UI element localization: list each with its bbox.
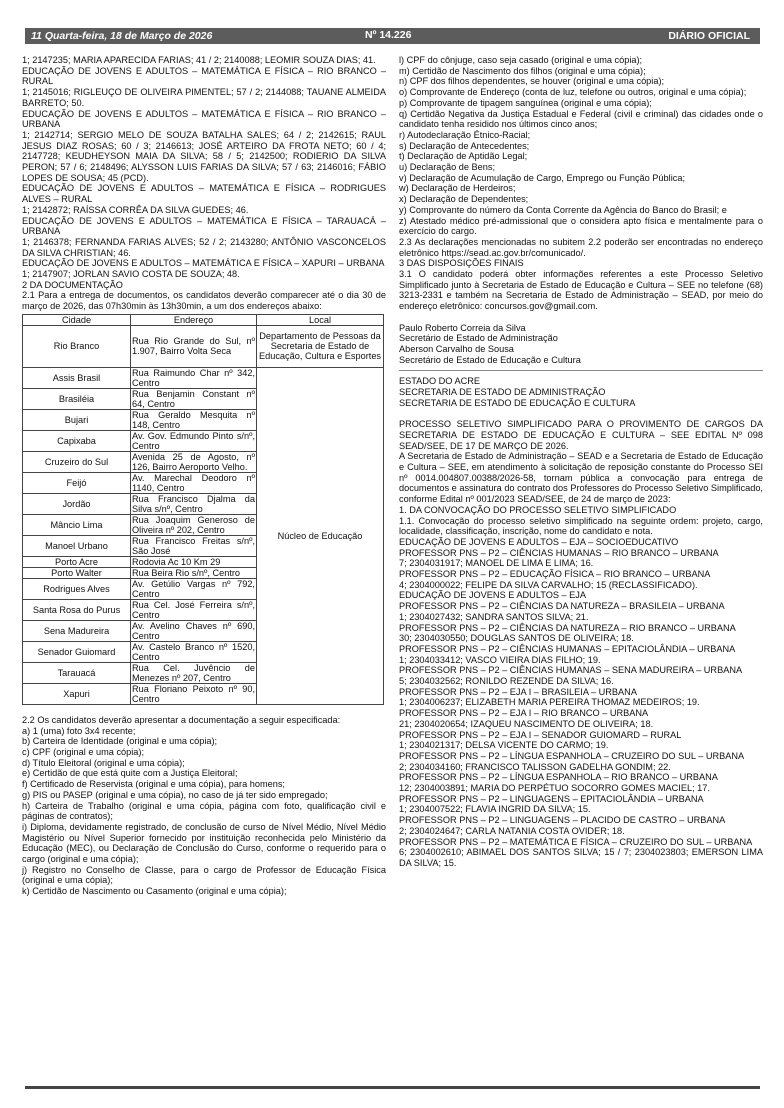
address-cell: Av. Castelo Branco nº 1520, Centro <box>132 641 255 662</box>
address-cell: Rua Beira Rio s/nº, Centro <box>131 567 257 578</box>
paragraph: PROFESSOR PNS – P2 – EJA I – BRASILEIA – URBANA <box>399 686 637 697</box>
paragraph: q) Certidão Negativa da Justiça Estadual e Federal (civil e criminal) das cidades onde o candidato tenha residido nos últimos cinco anos; <box>399 108 763 130</box>
paragraph: r) Autodeclaração Étnico-Racial; <box>399 129 531 140</box>
act-body <box>399 451 763 868</box>
left-column <box>22 55 386 897</box>
paragraph: e) Certidão de que está quite com a Justiça Eleitoral; <box>22 768 238 779</box>
paragraph: u) Declaração de Bens; <box>399 162 496 173</box>
paragraph: 1; 2304027432; SANDRA SANTOS SILVA; 21. <box>399 611 589 622</box>
paragraph: a) 1 (uma) foto 3x4 recente; <box>22 725 136 736</box>
heading-line: SECRETARIA DE ESTADO DE EDUCAÇÃO E CULTURA <box>399 397 636 408</box>
city-cell: Mâncio Lima <box>23 514 131 535</box>
paragraph: x) Declaração de Dependentes; <box>399 194 529 205</box>
city-cell: Porto Walter <box>23 567 131 578</box>
paragraph: 1; 2145016; RIGLEUÇO DE OLIVEIRA PIMENTEL; 57 / 2; 2144088; TAUANE ALMEIDA BARRETO; 50. <box>22 87 386 108</box>
paragraph: PROFESSOR PNS – P2 – CIÊNCIAS HUMANAS – SENA MADUREIRA – URBANA <box>399 665 743 676</box>
paragraph: PROFESSOR PNS – P2 – EJA I – RIO BRANCO – URBANA <box>399 708 649 719</box>
paragraph: 2.3 As declarações mencionadas no subitem 2.2 poderão ser encontradas no endereço eletrônico https://sead.ac.gov.br/comunicado/. <box>399 236 763 258</box>
paragraph: EDUCAÇÃO DE JOVENS E ADULTOS – MATEMÁTICA E FÍSICA – RODRIGUES ALVES – RURAL <box>22 183 386 205</box>
paragraph: PROFESSOR PNS – P2 – LINGUAGENS – PLACIDO DE CASTRO – URBANA <box>399 815 726 826</box>
paragraph: 2 DA DOCUMENTAÇÃO <box>22 279 123 290</box>
paragraph: PROFESSOR PNS – P2 – EJA I – SENADOR GUIOMARD – RURAL <box>399 729 682 740</box>
paragraph: PROFESSOR PNS – P2 – MATEMÁTICA E FÍSICA – CRUZEIRO DO SUL – URBANA <box>399 836 753 847</box>
paragraph: 1; 2146378; FERNANDA FARIAS ALVES; 52 / 2; 2143280; ANTÔNIO VASCONCELOS DA SILVA CHRISTIAN; 46. <box>22 236 386 258</box>
address-cell: Rua Geraldo Mesquita nº 148, Centro <box>132 409 255 430</box>
paragraph: k) Certidão de Nascimento ou Casamento (original e uma cópia); <box>22 886 287 897</box>
paragraph: 1; 2304021317; DELSA VICENTE DO CARMO; 19. <box>399 740 609 751</box>
paragraph: 4; 2304000022; FELIPE DA SILVA CARVALHO; 15 (RECLASSIFICADO). <box>399 579 698 590</box>
document-locations-table <box>22 314 384 705</box>
paragraph: 1. DA CONVOCAÇÃO DO PROCESSO SELETIVO SIMPLIFICADO <box>399 504 677 515</box>
act-heading <box>399 376 763 408</box>
paragraph: PROFESSOR PNS – P2 – CIÊNCIAS HUMANAS – RIO BRANCO – URBANA <box>399 547 719 558</box>
paragraph: h) Carteira de Trabalho (original e uma cópia, página com foto, qualificação civil e páginas de contratos); <box>22 800 386 822</box>
paragraph: EDUCAÇÃO DE JOVENS E ADULTOS – MATEMÁTICA E FÍSICA – RIO BRANCO – URBANA <box>22 108 386 130</box>
city-cell: Xapuri <box>23 683 131 704</box>
section-divider <box>399 370 763 371</box>
paragraph: w) Declaração de Herdeiros; <box>399 183 516 194</box>
bottom-rule <box>25 1086 760 1089</box>
address-cell: Rua Rio Grande do Sul, nº 1.907, Bairro Volta Seca <box>131 325 257 367</box>
paragraph: 3 DAS DISPOSIÇÕES FINAIS <box>399 258 524 269</box>
paragraph: EDUCAÇÃO DE JOVENS E ADULTOS – MATEMÁTICA E FÍSICA – TARAUACÁ – URBANA <box>22 215 386 237</box>
paragraph: 1; 2304006237; ELIZABETH MARIA PEREIRA THOMAZ MEDEIROS; 19. <box>399 697 700 708</box>
paragraph: 1; 2142872; RAÍSSA CORRÊA DA SILVA GUEDES; 46. <box>22 204 249 215</box>
act-title: PROCESSO SELETIVO SIMPLIFICADO PARA O PROVIMENTO DE CARGOS DA SECRETARIA DE ESTADO DE EDUCAÇÃO E CULTURA – SEE EDITAL Nº 098 SEAD/SEE, DE 17 DE MARÇO DE 2026. <box>399 419 763 451</box>
address-cell: Rua Cel. José Ferreira s/nº, Centro <box>132 599 255 620</box>
table-header-row <box>23 314 384 325</box>
paragraph: 21; 2304020654; IZAQUEU NASCIMENTO DE OLIVEIRA; 18. <box>399 718 654 729</box>
heading-line: ESTADO DO ACRE <box>399 376 480 387</box>
city-cell: Rio Branco <box>23 325 131 367</box>
address-cell: Rua Raimundo Char nº 342, Centro <box>132 367 255 388</box>
city-cell: Sena Madureira <box>23 620 131 641</box>
paragraph: PROFESSOR PNS – P2 – LÍNGUA ESPANHOLA – RIO BRANCO – URBANA <box>399 772 718 783</box>
city-cell: Tarauacá <box>23 662 131 683</box>
paragraph: 2; 2304034160; FRANCISCO TALISSON GADELHA GONDIM; 22. <box>399 761 671 772</box>
table-row <box>23 325 384 367</box>
paragraph: c) CPF (original e uma cópia); <box>22 746 145 757</box>
city-cell: Bujari <box>23 409 131 430</box>
paragraph: z) Atestado médico pré-admissional que o considera apto física e mentalmente para o exercício do cargo. <box>399 215 763 237</box>
paragraph: s) Declaração de Antecedentes; <box>399 140 530 151</box>
paragraph: b) Carteira de Identidade (original e uma cópia); <box>22 736 218 747</box>
address-cell: Rua Francisco Freitas s/nº, São José <box>132 535 255 556</box>
signature-line: Paulo Roberto Correia da Silva <box>399 322 526 333</box>
city-cell: Senador Guiomard <box>23 641 131 662</box>
header-local: Local <box>257 314 384 325</box>
paragraph: PROFESSOR PNS – P2 – CIÊNCIAS DA NATUREZA – BRASILEIA – URBANA <box>399 601 725 612</box>
edition-number: Nº 14.226 <box>365 29 412 41</box>
right-column <box>399 55 763 869</box>
paragraph: EDUCAÇÃO DE JOVENS E ADULTOS – MATEMÁTICA E FÍSICA – RIO BRANCO – RURAL <box>22 65 386 87</box>
paragraph: t) Declaração de Aptidão Legal; <box>399 151 528 162</box>
paragraph: j) Registro no Conselho de Classe, para o cargo de Professor de Educação Física (original e uma cópia); <box>22 864 386 886</box>
local-cell: Núcleo de Educação <box>257 367 384 704</box>
paragraph: 1; 2147907; JORLAN SAVIO COSTA DE SOUZA; 48. <box>22 269 240 280</box>
heading-line: SECRETARIA DE ESTADO DE ADMINISTRAÇÃO <box>399 387 606 398</box>
city-cell: Santa Rosa do Purus <box>23 599 131 620</box>
address-cell: Av. Gov. Edmundo Pinto s/nº, Centro <box>132 430 255 451</box>
paragraph: PROFESSOR PNS – P2 – LINGUAGENS – EPITACIOLÂNDIA – URBANA <box>399 793 704 804</box>
local-cell: Departamento de Pessoas da Secretaria de Estado de Educação, Cultura e Esportes <box>257 325 384 367</box>
address-cell: Av. Getúlio Vargas nº 792, Centro <box>132 578 255 599</box>
address-cell: Rodovia Ac 10 Km 29 <box>131 556 257 567</box>
address-cell: Rua Cel. Juvêncio de Menezes nº 207, Centro <box>132 662 255 683</box>
paragraph: PROFESSOR PNS – P2 – CIÊNCIAS DA NATUREZA – RIO BRANCO – URBANA <box>399 622 736 633</box>
header-address: Endereço <box>131 314 257 325</box>
paragraph: PROFESSOR PNS – P2 – EDUCAÇÃO FÍSICA – RIO BRANCO – URBANA <box>399 569 711 580</box>
paragraph: PROFESSOR PNS – P2 – LÍNGUA ESPANHOLA – CRUZEIRO DO SUL – URBANA <box>399 750 745 761</box>
paragraph: 2.2 Os candidatos deverão apresentar a documentação a seguir especificada: <box>22 714 341 725</box>
newspaper-brand: DIÁRIO OFICIAL <box>668 30 750 42</box>
page-header <box>25 28 760 44</box>
paragraph: m) Certidão de Nascimento dos filhos (original e uma cópia); <box>399 65 646 76</box>
paragraph: 2.1 Para a entrega de documentos, os candidatos deverão comparecer até o dia 30 de março de 2026, das 07h30min às 13h30min, a um dos endereços abaixo: <box>22 290 386 312</box>
left-top-text <box>22 55 386 312</box>
paragraph: 1; 2142714; SERGIO MELO DE SOUZA BATALHA SALES; 64 / 2; 2142615; RAUL JESUS DIAZ ROSAS; 60 / 3; 2146613; JOSÉ ARTEIRO DA FROTA NETO; 60 / 4; 2147728; KEUDHEYSON MAIA DA SILVA; 58 / 5; 2142500; RODIERIO DA SILVA PERON; 57 / 6; 2148496; ALYSSON LUIS FARIAS DA SILVA; 57 / 63; 2146016; FÁBIO LOPES DE SOUSA; 45 (PCD). <box>22 129 386 183</box>
paragraph: l) CPF do cônjuge, caso seja casado (original e uma cópia); <box>399 55 643 65</box>
paragraph: 12; 2304003891; MARIA DO PERPÉTUO SOCORRO GOMES MACIEL; 17. <box>399 783 710 794</box>
city-cell: Rodrigues Alves <box>23 578 131 599</box>
paragraph: 7; 2304031917; MANOEL DE LIMA E LIMA; 16. <box>399 558 594 569</box>
paragraph: EDUCAÇÃO DE JOVENS E ADULTOS – EJA – SOCIOEDUCATIVO <box>399 536 679 547</box>
paragraph: PROFESSOR PNS – P2 – CIÊNCIAS HUMANAS – EPITACIOLÂNDIA – URBANA <box>399 643 736 654</box>
city-cell: Porto Acre <box>23 556 131 567</box>
city-cell: Feijó <box>23 472 131 493</box>
city-cell: Jordão <box>23 493 131 514</box>
signature-line: Secretário de Estado de Administração <box>399 333 558 344</box>
paragraph: 1; 2304033412; VASCO VIEIRA DIAS FILHO; 19. <box>399 654 601 665</box>
paragraph: d) Título Eleitoral (original e uma cópia); <box>22 757 185 768</box>
city-cell: Manoel Urbano <box>23 535 131 556</box>
paragraph: 3.1 O candidato poderá obter informações referentes a este Processo Seletivo Simplificado junto à Secretaria de Estado de Educação e Cultura – SEE no telefone (68) 3213-2331 e também na Secretaria de Estado de Administração – SEAD, por meio do endereço eletrônico: concursos.gov@gmail.com. <box>399 269 763 312</box>
page-date: 11 Quarta-feira, 18 de Março de 2026 <box>31 30 213 42</box>
paragraph: 5; 2304032562; RONILDO REZENDE DA SILVA; 16. <box>399 676 614 687</box>
paragraph: 30; 2304030550; DOUGLAS SANTOS DE OLIVEIRA; 18. <box>399 633 634 644</box>
paragraph: A Secretaria de Estado de Administração – SEAD e a Secretaria de Estado de Educação e Cultura – SEE, em atendimento à solicitação de reposição constante do Processo SEI nº 0014.004807.00388/2026-58, tornam pública a convocação para entrega de documentos e assinatura do contrato dos Professores do Processo Seletivo Simplificado, conforme Edital nº 001/2023 SEAD/SEE, de 24 de março de 2023: <box>399 451 763 505</box>
paragraph: f) Certificado de Reservista (original e uma cópia), para homens; <box>22 779 285 790</box>
paragraph: i) Diploma, devidamente registrado, de conclusão de curso de Nível Médio, Nível Médio Magistério ou Nível Superior fornecido por instituição reconhecida pelo Ministério da Educação (MEC), ou Declaração de Conclusão do Curso, conforme o requerido para o cargo (original e uma cópia); <box>22 821 386 865</box>
paragraph: 2; 2304024647; CARLA NATANIA COSTA OVIDER; 18. <box>399 825 625 836</box>
address-cell: Av. Marechal Deodoro nº 1140, Centro <box>132 472 255 493</box>
city-cell: Capixaba <box>23 430 131 451</box>
paragraph: EDUCAÇÃO DE JOVENS E ADULTOS – MATEMÁTICA E FÍSICA – XAPURI – URBANA <box>22 258 385 269</box>
paragraph: n) CPF dos filhos dependentes, se houver (original e uma cópia); <box>399 76 665 87</box>
signature-line: Aberson Carvalho de Sousa <box>399 343 514 354</box>
address-cell: Rua Joaquim Generoso de Oliveira nº 202, Centro <box>132 514 255 535</box>
paragraph: 1; 2304007522; FLAVIA INGRID DA SILVA; 15. <box>399 804 591 815</box>
address-cell: Rua Benjamin Constant nº 64, Centro <box>132 388 255 409</box>
paragraph: v) Declaração de Acumulação de Cargo, Emprego ou Função Pública; <box>399 172 685 183</box>
address-cell: Rua Floriano Peixoto nº 90, Centro <box>132 683 255 704</box>
header-city: Cidade <box>23 314 131 325</box>
paragraph: EDUCAÇÃO DE JOVENS E ADULTOS – EJA <box>399 590 587 601</box>
paragraph: 1; 2147235; MARIA APARECIDA FARIAS; 41 / 2; 2140088; LEOMIR SOUZA DIAS; 41. <box>22 55 376 65</box>
paragraph: y) Comprovante do número da Conta Corrente da Agência do Banco do Brasil; e <box>399 204 727 215</box>
paragraph: p) Comprovante de tipagem sanguínea (original e uma cópia); <box>399 97 652 108</box>
paragraph: 1.1. Convocação do processo seletivo simplificado na seguinte ordem: projeto, cargo, localidade, classificação, inscrição, nome do candidato e nota. <box>399 515 763 537</box>
address-cell: Avenida 25 de Agosto, nº 126, Bairro Aeroporto Velho. <box>132 451 255 472</box>
right-top-text <box>399 55 763 312</box>
address-cell: Av. Avelino Chaves nº 690, Centro <box>132 620 255 641</box>
left-bottom-text <box>22 715 386 897</box>
address-cell: Rua Francisco Djalma da Silva s/nº, Centro <box>132 493 255 514</box>
city-cell: Assis Brasil <box>23 367 131 388</box>
city-cell: Cruzeiro do Sul <box>23 451 131 472</box>
table-row <box>23 367 384 388</box>
city-cell: Brasiléia <box>23 388 131 409</box>
signature-line: Secretário de Estado de Educação e Cultura <box>399 354 581 365</box>
paragraph: o) Comprovante de Endereço (conta de luz, telefone ou outros, original e uma cópia); <box>399 87 747 98</box>
signature-block <box>399 323 763 366</box>
paragraph: g) PIS ou PASEP (original e uma cópia), no caso de já ter sido empregado; <box>22 789 328 800</box>
paragraph: 6; 2304002610; ABIMAEL DOS SANTOS SILVA; 15 / 7; 2304023803; EMERSON LIMA DA SILVA; 15. <box>399 847 763 868</box>
